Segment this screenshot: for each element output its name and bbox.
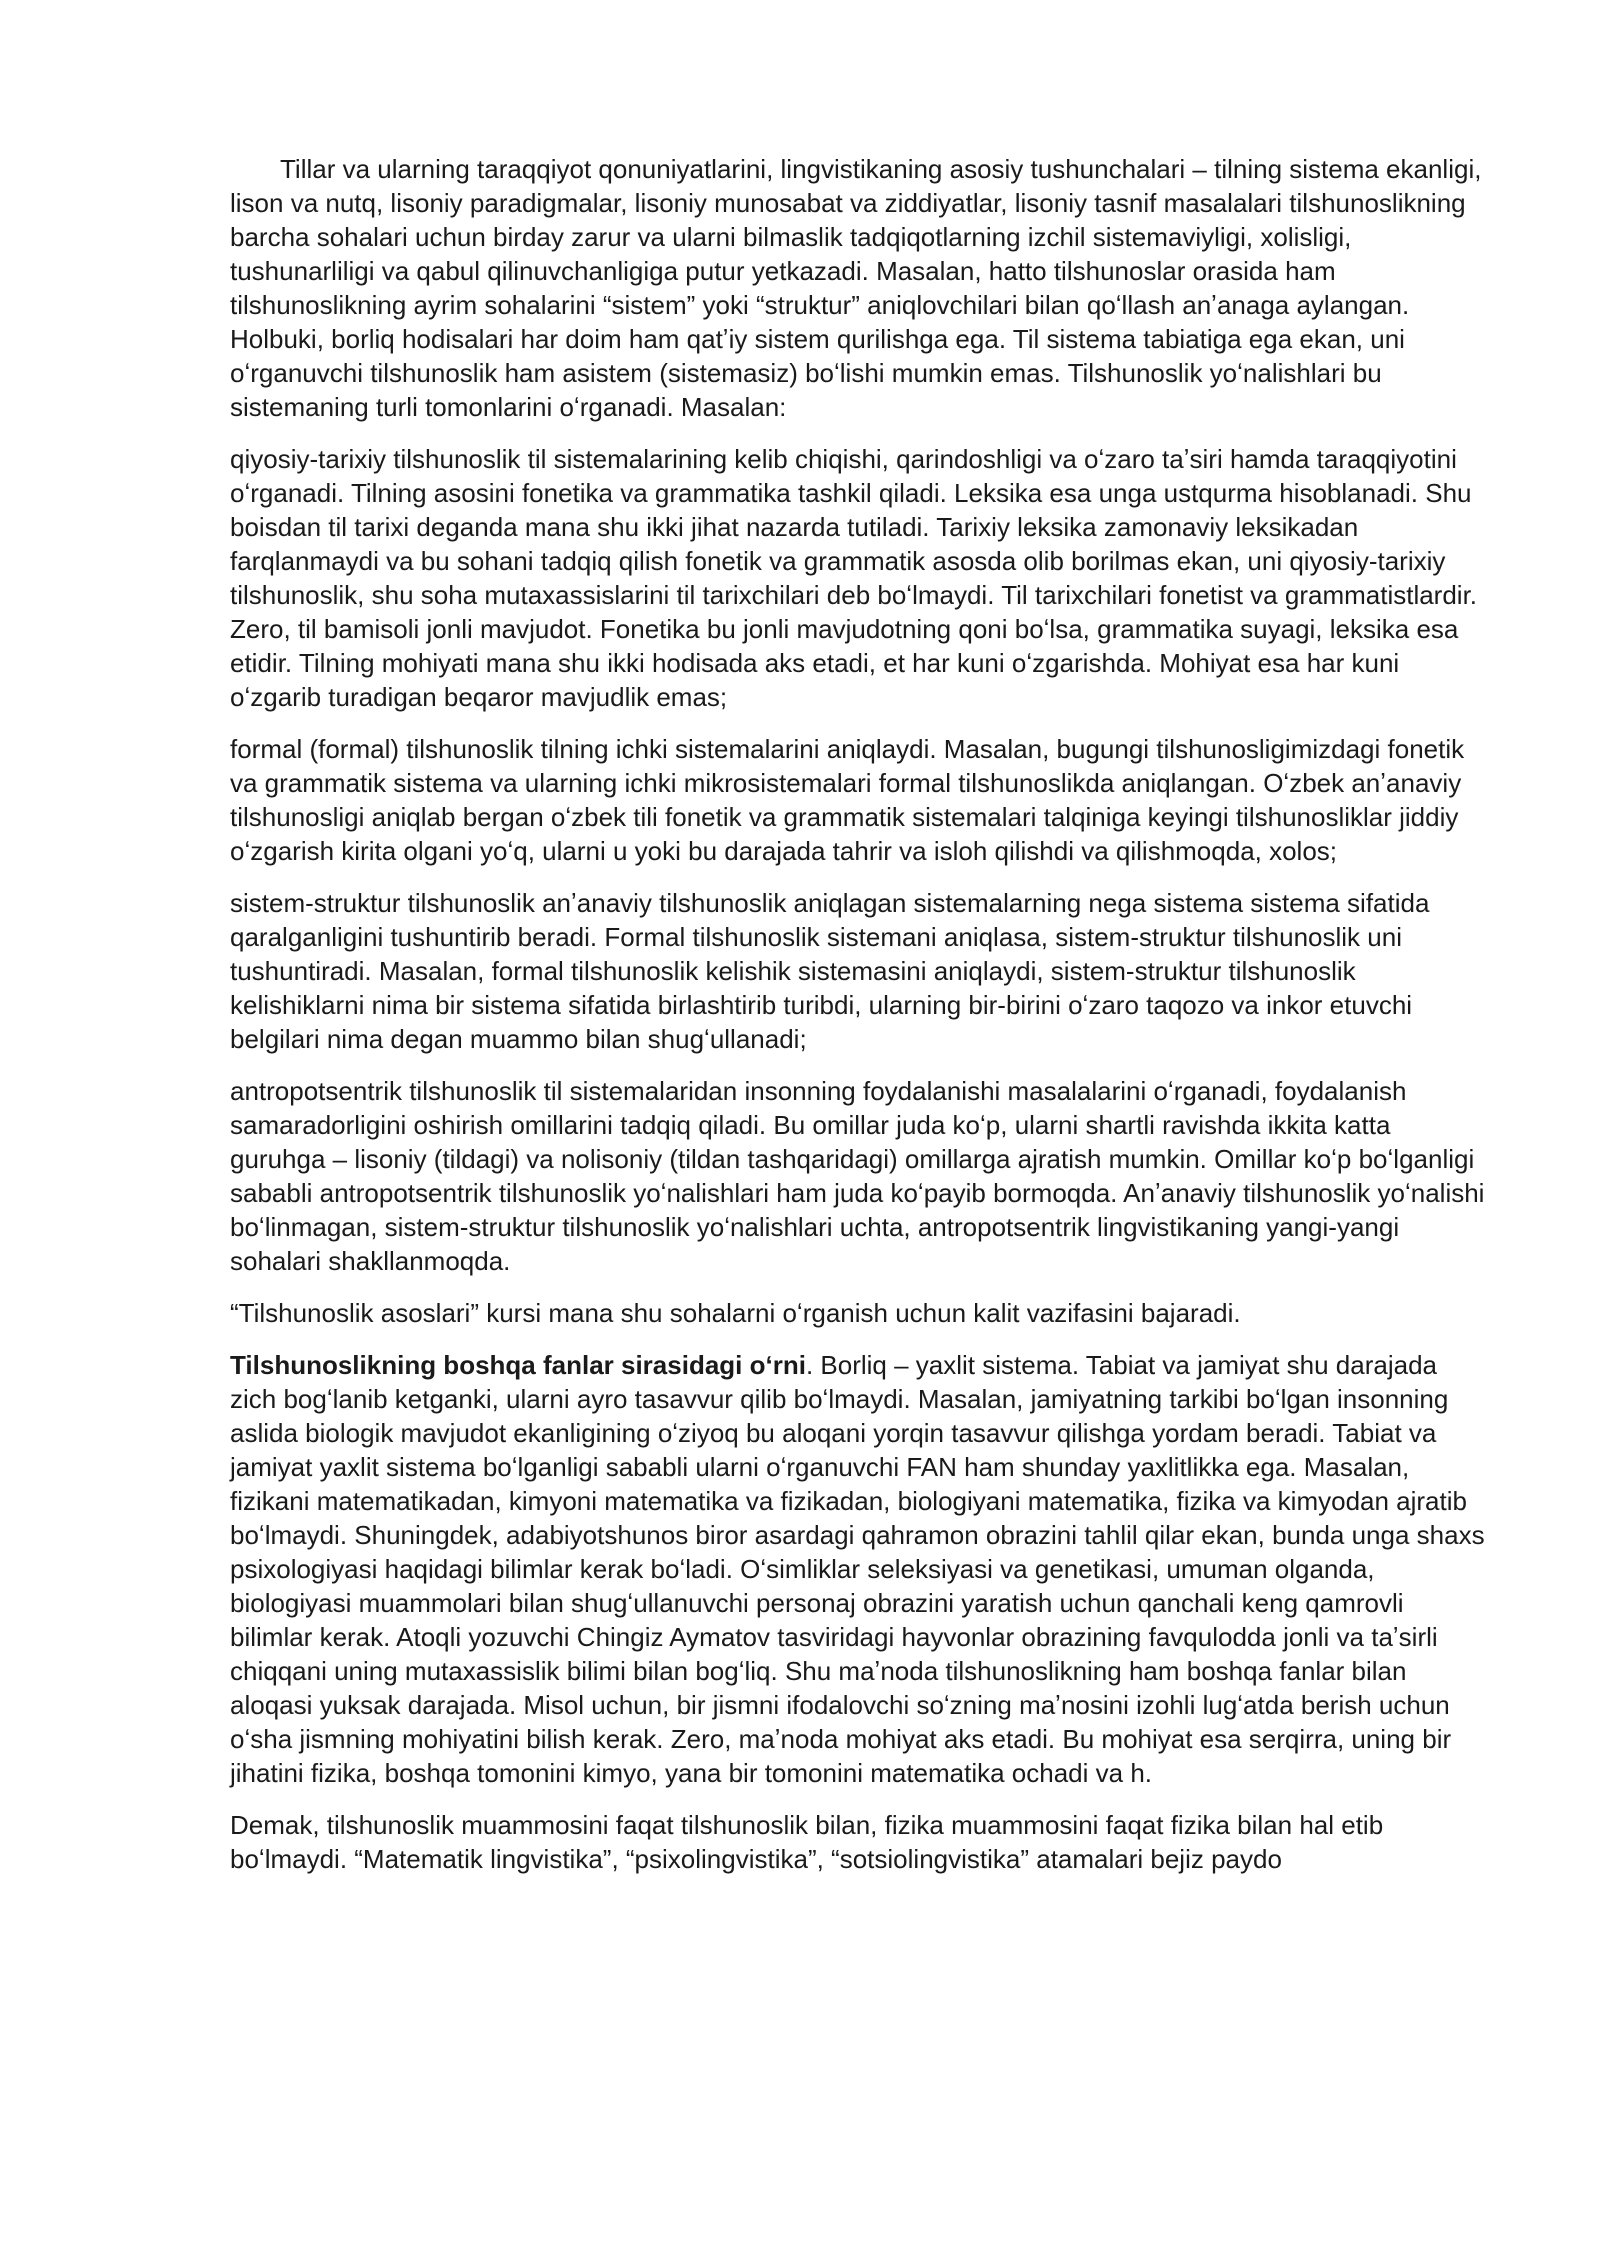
paragraph-anthropocentric: antropotsentrik tilshunoslik til sistemalaridan insonning foydalanishi masalalarini oʻrganadi, foydalanish samaradorligini oshirish omillarini tadqiq qiladi. Bu omillar juda koʻp, ularni shartli ravishda ikkita katta guruhga – lisoniy (tildagi) va nolisoniy (tildan tashqaridagi) omillarga ajratish mumkin. Omillar koʻp boʻlganligi sababli antropotsentrik tilshunoslik yoʻnalishlari ham juda koʻpayib bormoqda. Anʼanaviy tilshunoslik yoʻnalishi boʻlinmagan, sistem-struktur tilshunoslik yoʻnalishlari uchta, antropotsentrik lingvistikaning yangi-yangi sohalari shakllanmoqda. — [230, 1076, 1485, 1276]
section-heading: Tilshunoslikning boshqa fanlar sirasidagi oʻrni — [230, 1350, 806, 1380]
paragraph-system-structural: sistem-struktur tilshunoslik anʼanaviy tilshunoslik aniqlagan sistemalarning nega sistema sistema sifatida qaralganligini tushuntirib beradi. Formal tilshunoslik sistemani aniqlasa, sistem-struktur tilshunoslik uni tushuntiradi. Masalan, formal tilshunoslik kelishik sistemasini aniqlaydi, sistem-struktur tilshunoslik kelishiklarni nima bir sistema sifatida birlashtirib turibdi, ularning bir-birini oʻzaro taqozo va inkor etuvchi belgilari nima degan muammo bilan shugʻullanadi; — [230, 888, 1430, 1054]
paragraph-comparative-historical: qiyosiy-tarixiy tilshunoslik til sistemalarining kelib chiqishi, qarindoshligi va oʻzaro taʼsiri hamda taraqqiyotini oʻrganadi. Tilning asosini fonetika va grammatika tashkil qiladi. Leksika esa unga ustqurma hisoblanadi. Shu boisdan til tarixi deganda mana shu ikki jihat nazarda tutiladi. Tarixiy leksika zamonaviy leksikadan farqlanmaydi va bu sohani tadqiq qilish fonetik va grammatik asosda olib borilmas ekan, uni qiyosiy-tarixiy tilshunoslik, shu soha mutaxassislarini til tarixchilari deb boʻlmaydi. Til tarixchilari fonetist va grammatistlardir. Zero, til bamisoli jonli mavjudot. Fonetika bu jonli mavjudotning qoni boʻlsa, grammatika suyagi, leksika esa etidir. Tilning mohiyati mana shu ikki hodisada aks etadi, et har kuni oʻzgarishda. Mohiyat esa har kuni oʻzgarib turadigan beqaror mavjudlik emas; — [230, 444, 1478, 712]
section-body: . Borliq – yaxlit sistema. Tabiat va jamiyat shu darajada zich bogʻlanib ketganki, ularni ayro tasavvur qilib boʻlmaydi. Masalan, jamiyatning tarkibi boʻlgan insonning aslida biologik mavjudot ekanligining oʻziyoq bu aloqani yorqin tasavvur qilishga yordam beradi. Tabiat va jamiyat yaxlit sistema boʻlganligi sababli ularni oʻrganuvchi FAN ham shunday yaxlitlikka ega. Masalan, fizikani matematikadan, kimyoni matematika va fizikadan, biologiyani matematika, fizika va kimyodan ajratib boʻlmaydi. Shuningdek, adabiyotshunos biror asardagi qahramon obrazini tahlil qilar ekan, bunda unga shaxs psixologiyasi haqidagi bilimlar kerak boʻladi. Oʻsimliklar seleksiyasi va genetikasi, umuman olganda, biologiyasi muammolari bilan shugʻullanuvchi personaj obrazini yaratish uchun qanchali keng qamrovli bilimlar kerak. Atoqli yozuvchi Chingiz Aymatov tasviridagi hayvonlar obrazining favqulodda jonli va taʼsirli chiqqani uning mutaxassislik bilimi bilan bogʻliq. Shu maʼnoda tilshunoslikning ham boshqa fanlar bilan aloqasi yuksak darajada. Misol uchun, bir jismni ifodalovchi soʻzning maʼnosini izohli lugʻatda berish uchun oʻsha jismning mohiyatini bilish kerak. Zero, maʼnoda mohiyat aks etadi. Bu mohiyat esa serqirra, uning bir jihatini fizika, boshqa tomonini kimyo, yana bir tomonini matematika ochadi va h. — [230, 1350, 1485, 1788]
paragraph-conclusion: Demak, tilshunoslik muammosini faqat tilshunoslik bilan, fizika muammosini faqat fizika bilan hal etib boʻlmaydi. “Matematik lingvistika”, “psixolingvistika”, “sotsiolingvistika” atamalari bejiz paydo — [230, 1810, 1384, 1874]
paragraph-formal-linguistics: formal (formal) tilshunoslik tilning ichki sistemalarini aniqlaydi. Masalan, bugungi tilshunosligimizdagi fonetik va grammatik sistema va ularning ichki mikrosistemalari formal tilshunoslikda aniqlangan. Oʻzbek anʼanaviy tilshunosligi aniqlab bergan oʻzbek tili fonetik va grammatik sistemalari talqiniga keyingi tilshunosliklar jiddiy oʻzgarish kirita olgani yoʻq, ularni u yoki bu darajada tahrir va isloh qilishdi va qilishmoqda, xolos; — [230, 734, 1465, 866]
document-page — [230, 152, 1490, 1894]
paragraph-intro: Tillar va ularning taraqqiyot qonuniyatlarini, lingvistikaning asosiy tushunchalari – tilning sistema ekanligi, lison va nutq, lisoniy paradigmalar, lisoniy munosabat va ziddiyatlar, lisoniy tasnif masalalari tilshunoslikning barcha sohalari uchun birday zarur va ularni bilmaslik tadqiqotlarning izchil sistemaviyligi, xolisligi, tushunarliligi va qabul qilinuvchanligiga putur yetkazadi. Masalan, hatto tilshunoslar orasida ham tilshunoslikning ayrim sohalarini “sistem” yoki “struktur” aniqlovchilari bilan qoʻllash anʼanaga aylangan. Holbuki, borliq hodisalari har doim ham qatʼiy sistem qurilishga ega. Til sistema tabiatiga ega ekan, uni oʻrganuvchi tilshunoslik ham asistem (sistemasiz) boʻlishi mumkin emas. Tilshunoslik yoʻnalishlari bu sistemaning turli tomonlarini oʻrganadi. Masalan: — [230, 154, 1482, 422]
paragraph-course-role: “Tilshunoslik asoslari” kursi mana shu sohalarni oʻrganish uchun kalit vazifasini bajaradi. — [230, 1298, 1241, 1328]
paragraph-linguistics-place — [230, 1348, 1490, 1790]
